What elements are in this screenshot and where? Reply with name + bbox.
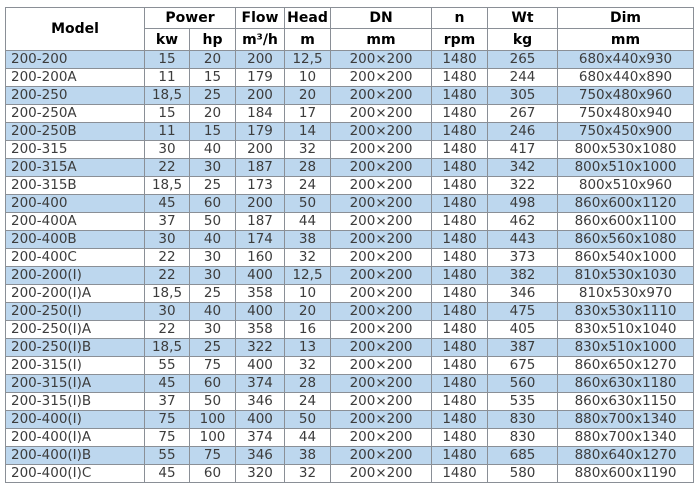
cell-model: 200-400(I)B xyxy=(6,447,145,465)
cell-n: 1480 xyxy=(432,375,488,393)
cell-wt: 373 xyxy=(488,249,558,267)
cell-flow: 346 xyxy=(236,393,285,411)
table-row xyxy=(6,177,694,195)
cell-head: 28 xyxy=(285,159,331,177)
cell-kw: 37 xyxy=(145,213,190,231)
cell-wt: 830 xyxy=(488,429,558,447)
cell-dn: 200×200 xyxy=(331,429,432,447)
cell-dim: 830x510x1000 xyxy=(558,339,694,357)
cell-model: 200-400 xyxy=(6,195,145,213)
cell-model: 200-200(I)A xyxy=(6,285,145,303)
cell-n: 1480 xyxy=(432,87,488,105)
cell-flow: 187 xyxy=(236,213,285,231)
cell-dim: 680x440x890 xyxy=(558,69,694,87)
cell-dim: 880x700x1340 xyxy=(558,429,694,447)
cell-hp: 60 xyxy=(190,465,236,483)
header-unit-wt: kg xyxy=(488,29,558,51)
table-row xyxy=(6,285,694,303)
cell-kw: 45 xyxy=(145,375,190,393)
cell-head: 10 xyxy=(285,69,331,87)
cell-hp: 30 xyxy=(190,159,236,177)
cell-wt: 322 xyxy=(488,177,558,195)
cell-model: 200-315(I)A xyxy=(6,375,145,393)
cell-wt: 305 xyxy=(488,87,558,105)
cell-kw: 22 xyxy=(145,321,190,339)
cell-hp: 15 xyxy=(190,69,236,87)
cell-n: 1480 xyxy=(432,267,488,285)
cell-dn: 200×200 xyxy=(331,303,432,321)
cell-flow: 184 xyxy=(236,105,285,123)
header-wt: Wt xyxy=(488,8,558,29)
cell-hp: 40 xyxy=(190,303,236,321)
cell-kw: 22 xyxy=(145,249,190,267)
cell-head: 32 xyxy=(285,249,331,267)
cell-hp: 30 xyxy=(190,249,236,267)
cell-dn: 200×200 xyxy=(331,285,432,303)
header-unit-flow: m³/h xyxy=(236,29,285,51)
cell-wt: 405 xyxy=(488,321,558,339)
cell-dn: 200×200 xyxy=(331,375,432,393)
cell-model: 200-400(I) xyxy=(6,411,145,429)
table-row xyxy=(6,87,694,105)
cell-model: 200-315 xyxy=(6,141,145,159)
cell-n: 1480 xyxy=(432,357,488,375)
table-header xyxy=(6,8,694,51)
cell-kw: 11 xyxy=(145,69,190,87)
cell-n: 1480 xyxy=(432,393,488,411)
cell-dn: 200×200 xyxy=(331,465,432,483)
cell-kw: 18,5 xyxy=(145,339,190,357)
cell-wt: 580 xyxy=(488,465,558,483)
cell-wt: 462 xyxy=(488,213,558,231)
table-row xyxy=(6,357,694,375)
cell-model: 200-315(I) xyxy=(6,357,145,375)
cell-kw: 37 xyxy=(145,393,190,411)
table-row xyxy=(6,51,694,69)
cell-kw: 18,5 xyxy=(145,285,190,303)
cell-n: 1480 xyxy=(432,213,488,231)
cell-kw: 30 xyxy=(145,303,190,321)
table-row xyxy=(6,231,694,249)
cell-head: 20 xyxy=(285,303,331,321)
cell-n: 1480 xyxy=(432,141,488,159)
table-row xyxy=(6,105,694,123)
cell-dim: 880x700x1340 xyxy=(558,411,694,429)
cell-n: 1480 xyxy=(432,249,488,267)
cell-model: 200-400A xyxy=(6,213,145,231)
pump-spec-table xyxy=(5,7,694,483)
cell-head: 38 xyxy=(285,231,331,249)
cell-model: 200-200 xyxy=(6,51,145,69)
cell-model: 200-400C xyxy=(6,249,145,267)
cell-wt: 475 xyxy=(488,303,558,321)
cell-dim: 750x480x960 xyxy=(558,87,694,105)
header-flow: Flow xyxy=(236,8,285,29)
cell-flow: 400 xyxy=(236,303,285,321)
cell-wt: 535 xyxy=(488,393,558,411)
cell-dn: 200×200 xyxy=(331,177,432,195)
cell-model: 200-400B xyxy=(6,231,145,249)
cell-flow: 173 xyxy=(236,177,285,195)
cell-n: 1480 xyxy=(432,123,488,141)
cell-dim: 810x530x970 xyxy=(558,285,694,303)
cell-hp: 100 xyxy=(190,429,236,447)
table-row xyxy=(6,375,694,393)
cell-model: 200-315A xyxy=(6,159,145,177)
cell-dim: 860x560x1080 xyxy=(558,231,694,249)
cell-kw: 18,5 xyxy=(145,87,190,105)
cell-hp: 100 xyxy=(190,411,236,429)
cell-kw: 18,5 xyxy=(145,177,190,195)
table-row xyxy=(6,159,694,177)
cell-flow: 400 xyxy=(236,411,285,429)
cell-flow: 160 xyxy=(236,249,285,267)
cell-n: 1480 xyxy=(432,465,488,483)
cell-wt: 244 xyxy=(488,69,558,87)
cell-n: 1480 xyxy=(432,195,488,213)
cell-model: 200-200A xyxy=(6,69,145,87)
table-row xyxy=(6,141,694,159)
cell-dim: 800x530x1080 xyxy=(558,141,694,159)
cell-dim: 880x640x1270 xyxy=(558,447,694,465)
table-row xyxy=(6,213,694,231)
cell-hp: 25 xyxy=(190,339,236,357)
cell-wt: 265 xyxy=(488,51,558,69)
cell-model: 200-250A xyxy=(6,105,145,123)
cell-head: 44 xyxy=(285,429,331,447)
cell-dn: 200×200 xyxy=(331,267,432,285)
table-row xyxy=(6,303,694,321)
cell-head: 12,5 xyxy=(285,51,331,69)
table-body xyxy=(6,51,694,483)
header-dn: DN xyxy=(331,8,432,29)
cell-n: 1480 xyxy=(432,303,488,321)
cell-hp: 15 xyxy=(190,123,236,141)
cell-wt: 267 xyxy=(488,105,558,123)
cell-kw: 75 xyxy=(145,429,190,447)
cell-dim: 830x530x1110 xyxy=(558,303,694,321)
cell-model: 200-250B xyxy=(6,123,145,141)
cell-wt: 417 xyxy=(488,141,558,159)
cell-n: 1480 xyxy=(432,69,488,87)
cell-dim: 860x650x1270 xyxy=(558,357,694,375)
table-row xyxy=(6,321,694,339)
header-unit-hp: hp xyxy=(190,29,236,51)
cell-kw: 55 xyxy=(145,357,190,375)
cell-dn: 200×200 xyxy=(331,195,432,213)
header-head: Head xyxy=(285,8,331,29)
cell-model: 200-315B xyxy=(6,177,145,195)
table-row xyxy=(6,465,694,483)
cell-hp: 30 xyxy=(190,321,236,339)
cell-flow: 200 xyxy=(236,87,285,105)
cell-wt: 346 xyxy=(488,285,558,303)
header-dim: Dim xyxy=(558,8,694,29)
cell-n: 1480 xyxy=(432,339,488,357)
cell-dn: 200×200 xyxy=(331,141,432,159)
cell-wt: 387 xyxy=(488,339,558,357)
cell-dim: 800x510x1000 xyxy=(558,159,694,177)
header-unit-kw: kw xyxy=(145,29,190,51)
cell-head: 50 xyxy=(285,411,331,429)
cell-wt: 560 xyxy=(488,375,558,393)
cell-dim: 750x480x940 xyxy=(558,105,694,123)
cell-dim: 830x510x1040 xyxy=(558,321,694,339)
cell-wt: 382 xyxy=(488,267,558,285)
cell-dim: 750x450x900 xyxy=(558,123,694,141)
cell-hp: 75 xyxy=(190,357,236,375)
cell-n: 1480 xyxy=(432,411,488,429)
cell-flow: 322 xyxy=(236,339,285,357)
cell-hp: 40 xyxy=(190,231,236,249)
cell-model: 200-250(I) xyxy=(6,303,145,321)
cell-dim: 880x600x1190 xyxy=(558,465,694,483)
cell-dn: 200×200 xyxy=(331,231,432,249)
cell-dim: 860x540x1000 xyxy=(558,249,694,267)
cell-head: 32 xyxy=(285,357,331,375)
header-unit-n: rpm xyxy=(432,29,488,51)
cell-hp: 30 xyxy=(190,267,236,285)
cell-kw: 45 xyxy=(145,465,190,483)
cell-kw: 30 xyxy=(145,141,190,159)
cell-flow: 179 xyxy=(236,69,285,87)
cell-n: 1480 xyxy=(432,177,488,195)
cell-head: 24 xyxy=(285,177,331,195)
cell-flow: 174 xyxy=(236,231,285,249)
cell-dn: 200×200 xyxy=(331,159,432,177)
cell-head: 10 xyxy=(285,285,331,303)
cell-flow: 187 xyxy=(236,159,285,177)
header-unit-head: m xyxy=(285,29,331,51)
cell-dn: 200×200 xyxy=(331,51,432,69)
cell-flow: 200 xyxy=(236,51,285,69)
cell-head: 44 xyxy=(285,213,331,231)
header-unit-dim: mm xyxy=(558,29,694,51)
cell-flow: 346 xyxy=(236,447,285,465)
header-model: Model xyxy=(6,8,145,51)
cell-n: 1480 xyxy=(432,321,488,339)
cell-dn: 200×200 xyxy=(331,339,432,357)
table-row xyxy=(6,195,694,213)
cell-model: 200-250 xyxy=(6,87,145,105)
cell-dn: 200×200 xyxy=(331,411,432,429)
cell-flow: 179 xyxy=(236,123,285,141)
table-row xyxy=(6,411,694,429)
cell-dn: 200×200 xyxy=(331,213,432,231)
cell-dn: 200×200 xyxy=(331,357,432,375)
cell-kw: 22 xyxy=(145,159,190,177)
cell-model: 200-250(I)B xyxy=(6,339,145,357)
cell-dn: 200×200 xyxy=(331,105,432,123)
cell-dn: 200×200 xyxy=(331,123,432,141)
cell-flow: 374 xyxy=(236,429,285,447)
cell-hp: 75 xyxy=(190,447,236,465)
table-row xyxy=(6,267,694,285)
cell-head: 20 xyxy=(285,87,331,105)
cell-n: 1480 xyxy=(432,105,488,123)
cell-kw: 22 xyxy=(145,267,190,285)
cell-wt: 685 xyxy=(488,447,558,465)
cell-head: 24 xyxy=(285,393,331,411)
cell-model: 200-200(I) xyxy=(6,267,145,285)
cell-hp: 50 xyxy=(190,393,236,411)
cell-kw: 75 xyxy=(145,411,190,429)
cell-hp: 40 xyxy=(190,141,236,159)
cell-head: 38 xyxy=(285,447,331,465)
cell-wt: 675 xyxy=(488,357,558,375)
cell-hp: 25 xyxy=(190,177,236,195)
cell-hp: 50 xyxy=(190,213,236,231)
cell-dn: 200×200 xyxy=(331,447,432,465)
cell-n: 1480 xyxy=(432,447,488,465)
cell-dim: 800x510x960 xyxy=(558,177,694,195)
cell-model: 200-400(I)C xyxy=(6,465,145,483)
cell-kw: 11 xyxy=(145,123,190,141)
header-power: Power xyxy=(145,8,236,29)
cell-dim: 860x600x1120 xyxy=(558,195,694,213)
table-row xyxy=(6,429,694,447)
cell-dim: 860x630x1150 xyxy=(558,393,694,411)
cell-head: 32 xyxy=(285,465,331,483)
cell-hp: 20 xyxy=(190,105,236,123)
cell-head: 17 xyxy=(285,105,331,123)
cell-head: 14 xyxy=(285,123,331,141)
cell-wt: 246 xyxy=(488,123,558,141)
cell-dim: 860x600x1100 xyxy=(558,213,694,231)
cell-flow: 320 xyxy=(236,465,285,483)
cell-flow: 400 xyxy=(236,267,285,285)
cell-n: 1480 xyxy=(432,159,488,177)
table-row xyxy=(6,123,694,141)
cell-wt: 342 xyxy=(488,159,558,177)
cell-dn: 200×200 xyxy=(331,321,432,339)
cell-model: 200-315(I)B xyxy=(6,393,145,411)
cell-flow: 358 xyxy=(236,285,285,303)
header-unit-dn: mm xyxy=(331,29,432,51)
cell-dn: 200×200 xyxy=(331,249,432,267)
table-row xyxy=(6,339,694,357)
cell-dim: 860x630x1180 xyxy=(558,375,694,393)
cell-dn: 200×200 xyxy=(331,87,432,105)
cell-flow: 200 xyxy=(236,141,285,159)
cell-head: 13 xyxy=(285,339,331,357)
cell-kw: 30 xyxy=(145,231,190,249)
cell-hp: 60 xyxy=(190,195,236,213)
cell-kw: 45 xyxy=(145,195,190,213)
cell-kw: 55 xyxy=(145,447,190,465)
cell-flow: 358 xyxy=(236,321,285,339)
cell-model: 200-400(I)A xyxy=(6,429,145,447)
cell-hp: 25 xyxy=(190,285,236,303)
cell-kw: 15 xyxy=(145,51,190,69)
cell-wt: 498 xyxy=(488,195,558,213)
table-row xyxy=(6,393,694,411)
cell-wt: 830 xyxy=(488,411,558,429)
cell-wt: 443 xyxy=(488,231,558,249)
cell-dn: 200×200 xyxy=(331,393,432,411)
cell-hp: 25 xyxy=(190,87,236,105)
cell-dim: 680x440x930 xyxy=(558,51,694,69)
cell-flow: 200 xyxy=(236,195,285,213)
cell-n: 1480 xyxy=(432,429,488,447)
cell-kw: 15 xyxy=(145,105,190,123)
cell-hp: 20 xyxy=(190,51,236,69)
header-n: n xyxy=(432,8,488,29)
cell-head: 12,5 xyxy=(285,267,331,285)
cell-n: 1480 xyxy=(432,231,488,249)
cell-dim: 810x530x1030 xyxy=(558,267,694,285)
cell-head: 16 xyxy=(285,321,331,339)
cell-head: 50 xyxy=(285,195,331,213)
table-row xyxy=(6,249,694,267)
cell-flow: 374 xyxy=(236,375,285,393)
cell-model: 200-250(I)A xyxy=(6,321,145,339)
table-row xyxy=(6,69,694,87)
cell-flow: 400 xyxy=(236,357,285,375)
cell-head: 28 xyxy=(285,375,331,393)
cell-n: 1480 xyxy=(432,51,488,69)
table-row xyxy=(6,447,694,465)
cell-n: 1480 xyxy=(432,285,488,303)
cell-hp: 60 xyxy=(190,375,236,393)
cell-dn: 200×200 xyxy=(331,69,432,87)
cell-head: 32 xyxy=(285,141,331,159)
